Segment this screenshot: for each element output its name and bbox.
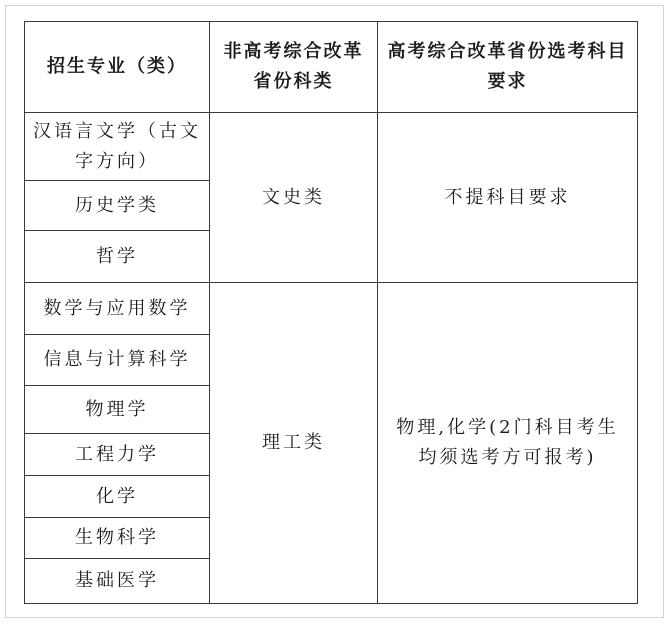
header-major: 招生专业（类） [25, 22, 210, 113]
major-cell: 汉语言文学（古文字方向） [25, 113, 210, 181]
major-cell: 哲学 [25, 231, 210, 283]
header-non-reform-category: 非高考综合改革省份科类 [210, 22, 378, 113]
requirement-cell-humanities: 不提科目要求 [378, 113, 638, 283]
table-row [25, 113, 638, 181]
category-cell-science: 理工类 [210, 283, 378, 604]
major-cell: 工程力学 [25, 434, 210, 476]
table-row [25, 283, 638, 335]
category-cell-humanities: 文史类 [210, 113, 378, 283]
table-header-row [25, 22, 638, 113]
major-cell: 基础医学 [25, 559, 210, 604]
major-cell: 物理学 [25, 386, 210, 434]
major-cell: 化学 [25, 476, 210, 518]
major-cell: 信息与计算科学 [25, 335, 210, 386]
major-cell: 生物科学 [25, 518, 210, 559]
admissions-table [24, 21, 638, 604]
requirement-cell-science: 物理,化学(2门科目考生均须选考方可报考) [378, 283, 638, 604]
header-reform-requirement: 高考综合改革省份选考科目要求 [378, 22, 638, 113]
major-cell: 数学与应用数学 [25, 283, 210, 335]
major-cell: 历史学类 [25, 181, 210, 231]
